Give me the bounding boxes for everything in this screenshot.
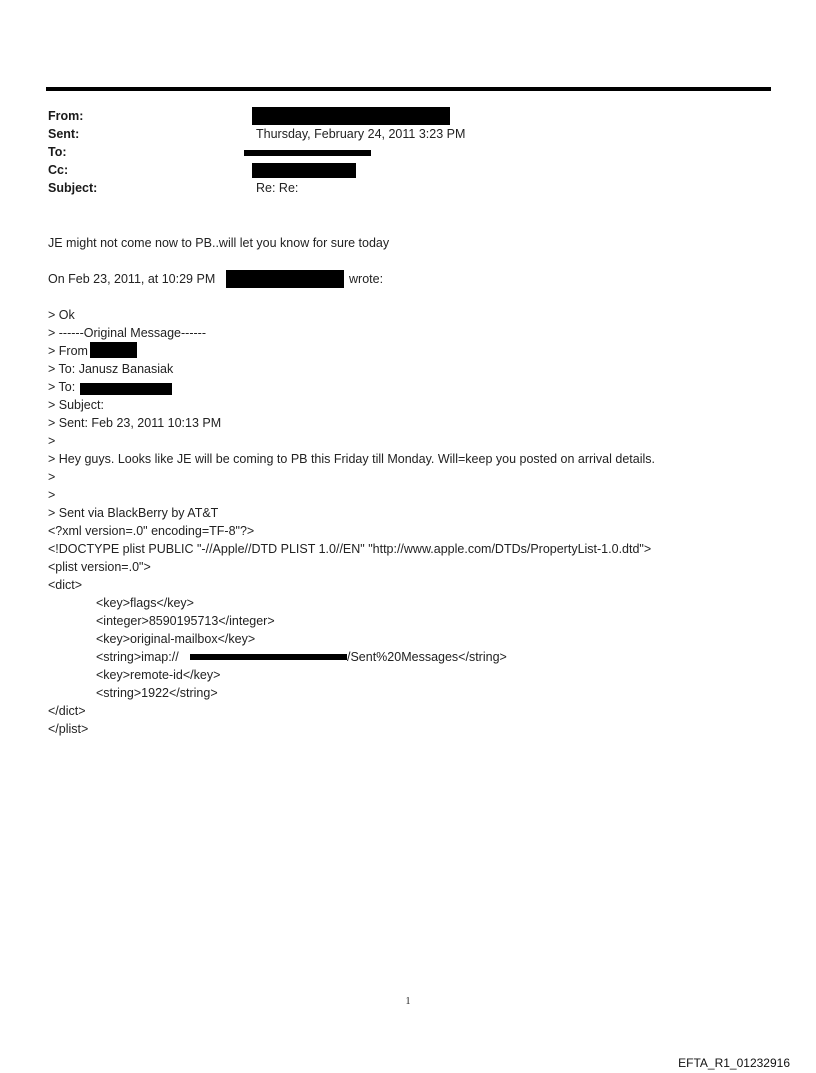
subject-label: Subject: — [48, 181, 98, 195]
quoted-line: > To: — [48, 380, 76, 394]
plist-line: /Sent%20Messages</string> — [347, 650, 507, 664]
quoted-line: > Sent via BlackBerry by AT&T — [48, 506, 219, 520]
page-number: 1 — [405, 996, 411, 1007]
from-redaction — [252, 107, 450, 125]
cc-label: Cc: — [48, 163, 69, 177]
plist-line: <string>imap:// — [96, 650, 179, 664]
sent-value: Thursday, February 24, 2011 3:23 PM — [256, 127, 466, 141]
quoted-line: > From — [48, 344, 88, 358]
quoted-line: > Ok — [48, 308, 75, 322]
imap-redaction — [190, 654, 347, 660]
header-rule — [46, 87, 771, 91]
quoted-line: > — [48, 470, 56, 484]
document-id: EFTA_R1_01232916 — [678, 1056, 790, 1070]
cc-redaction — [252, 163, 356, 178]
quoted-line: > — [48, 434, 56, 448]
attribution-redaction — [226, 270, 344, 288]
to-redaction — [244, 150, 371, 156]
quoted-line: > Hey guys. Looks like JE will be coming to PB this Friday till Monday. Will=keep you posted on arrival details. — [48, 452, 655, 466]
plist-line: <key>original-mailbox</key> — [96, 632, 256, 646]
quoted-from-redaction — [90, 342, 137, 358]
sent-label: Sent: — [48, 127, 80, 141]
plist-line: <!DOCTYPE plist PUBLIC "-//Apple//DTD PLIST 1.0//EN" "http://www.apple.com/DTDs/PropertyList-1.0.dtd"> — [48, 542, 652, 556]
plist-line: </dict> — [48, 704, 86, 718]
from-label: From: — [48, 109, 84, 123]
plist-line: <string>1922</string> — [96, 686, 218, 700]
quoted-line: > — [48, 488, 56, 502]
plist-line: <integer>8590195713</integer> — [96, 614, 275, 628]
plist-line: <plist version=.0"> — [48, 560, 151, 574]
reply-text: JE might not come now to PB..will let you know for sure today — [48, 236, 390, 250]
subject-value: Re: Re: — [256, 181, 299, 195]
plist-line: <?xml version=.0" encoding=TF-8"?> — [48, 524, 255, 538]
quoted-line: > Sent: Feb 23, 2011 10:13 PM — [48, 416, 222, 430]
quoted-line: > ------Original Message------ — [48, 326, 206, 340]
attribution-prefix: On Feb 23, 2011, at 10:29 PM — [48, 272, 216, 286]
quoted-line: > Subject: — [48, 398, 104, 412]
plist-line: <key>flags</key> — [96, 596, 194, 610]
to-label: To: — [48, 145, 67, 159]
quoted-to-redaction — [80, 383, 172, 395]
plist-line: <dict> — [48, 578, 83, 592]
attribution-suffix: wrote: — [349, 272, 384, 286]
plist-line: <key>remote-id</key> — [96, 668, 221, 682]
quoted-line: > To: Janusz Banasiak — [48, 362, 174, 376]
plist-line: </plist> — [48, 722, 89, 736]
